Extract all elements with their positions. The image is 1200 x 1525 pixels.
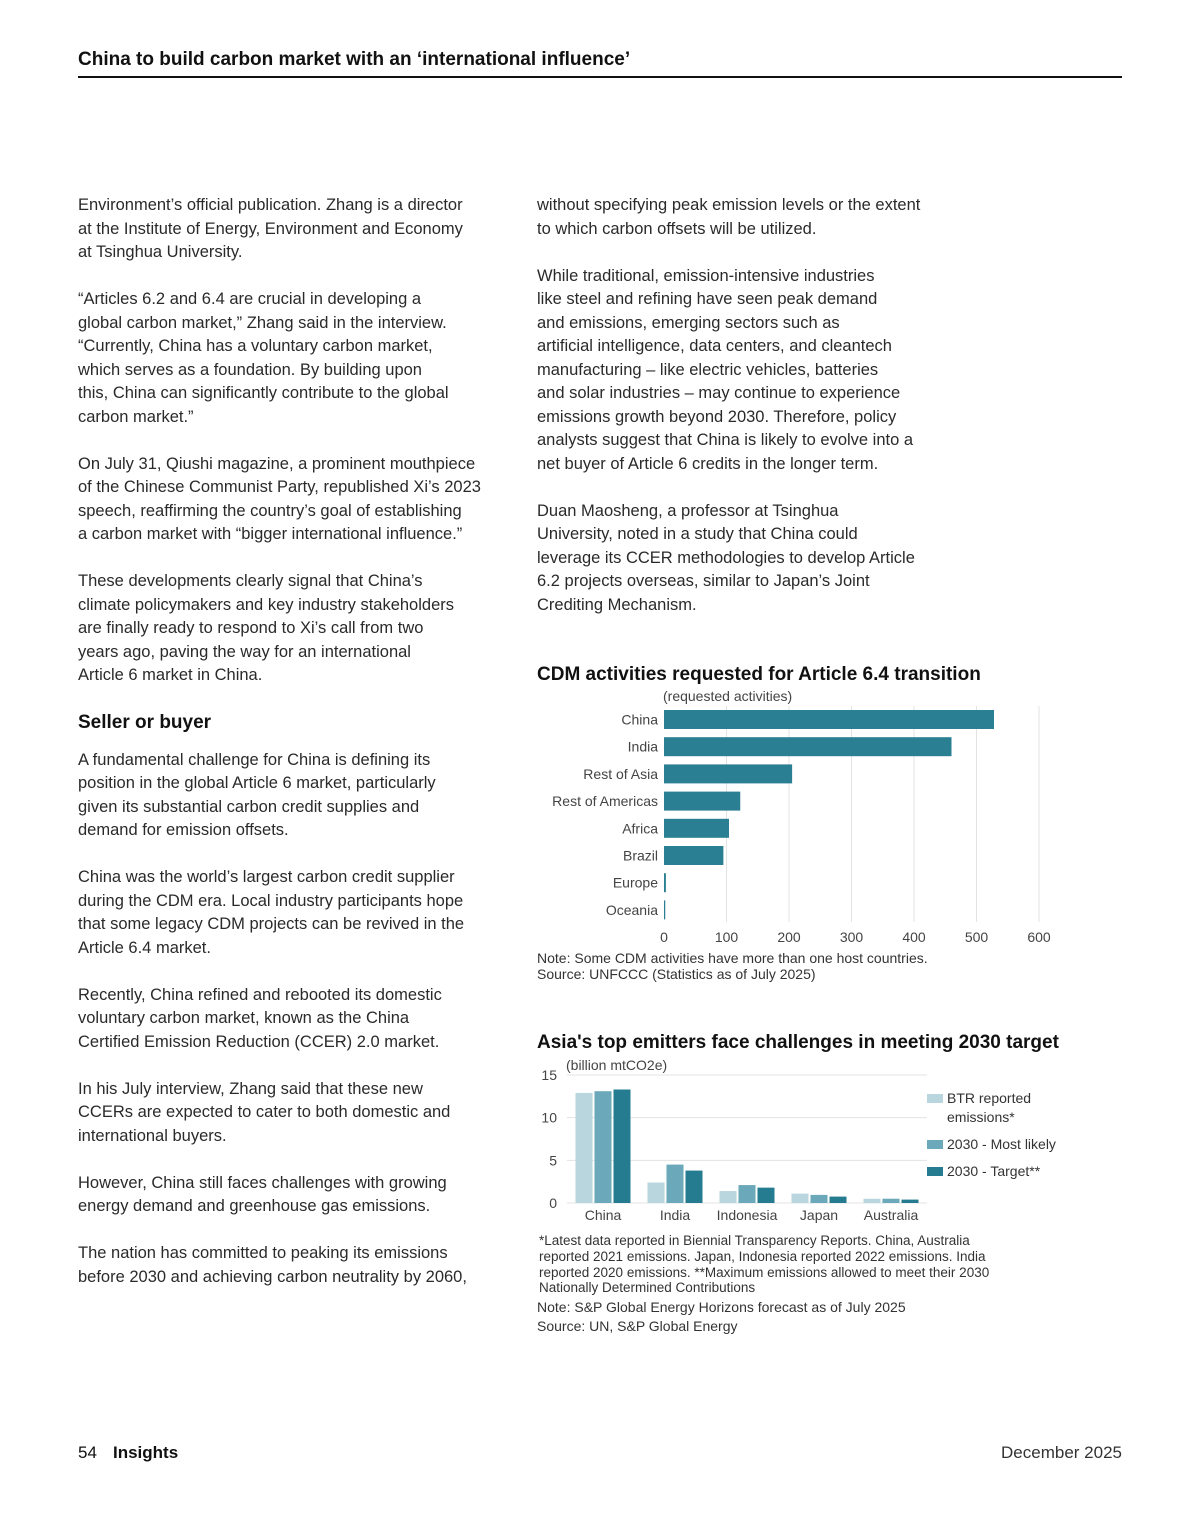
- bar: [614, 1090, 631, 1203]
- bar: [664, 873, 666, 892]
- chart2-footnote: *Latest data reported in Biennial Transparency Reports. China, Australia reported 2021 emissions. Japan, Indonesia reported 2022 emissions. India reported 2020 emissions. **Maximum emissions allowed to meet their 2030 Nationally Determined Contributions: [539, 1233, 990, 1296]
- category-label: Africa: [622, 820, 658, 837]
- paragraph: without specifying peak emission levels or the extent to which carbon offsets will be utilized.: [537, 196, 921, 238]
- x-tick-label: 300: [839, 929, 864, 945]
- paragraph: On July 31, Qiushi magazine, a prominent mouthpiece of the Chinese Communist Party, republished Xi’s 2023 speech, reaffirming the country’s goal of establishing a carbon market with “bigger international influence.”: [78, 454, 481, 543]
- bar: [648, 1183, 665, 1203]
- y-tick-label: 15: [541, 1067, 557, 1083]
- bar: [864, 1199, 881, 1203]
- category-label: Japan: [799, 1207, 839, 1223]
- category-label: China: [621, 711, 658, 728]
- chart2-svg: [537, 1065, 927, 1225]
- chart2-title: Asia's top emitters face challenges in meeting 2030 target: [537, 1032, 1059, 1053]
- bar: [664, 737, 952, 756]
- x-tick-label: 0: [660, 929, 668, 945]
- paragraph: In his July interview, Zhang said that these new CCERs are expected to cater to both domestic and international buyers.: [78, 1079, 451, 1145]
- bar: [792, 1194, 809, 1203]
- page-header-title: China to build carbon market with an ‘international influence’: [78, 49, 631, 70]
- left-column: [78, 194, 508, 1313]
- bar: [758, 1188, 775, 1203]
- paragraph: “Articles 6.2 and 6.4 are crucial in developing a global carbon market,” Zhang said in the interview. “Currently, China has a voluntary carbon market, which serves as a foundation. By building upon this, China can significantly contribute to the global carbon market.”: [78, 290, 449, 426]
- bar: [576, 1093, 593, 1203]
- category-label: Australia: [863, 1207, 919, 1223]
- bar: [664, 819, 729, 838]
- legend-label: 2030 - Most likely: [947, 1136, 1056, 1152]
- bar: [667, 1165, 684, 1203]
- legend-item: [927, 1162, 1062, 1181]
- bar: [902, 1200, 919, 1203]
- category-label: Rest of Asia: [583, 765, 658, 782]
- x-tick-label: 600: [1027, 929, 1051, 945]
- footer-page-number: 54: [78, 1443, 97, 1462]
- paragraph: The nation has committed to peaking its emissions before 2030 and achieving carbon neutrality by 2060,: [78, 1244, 467, 1286]
- category-label: India: [659, 1207, 691, 1223]
- legend-swatch: [927, 1094, 943, 1103]
- y-tick-label: 10: [541, 1109, 557, 1126]
- x-tick-label: 200: [777, 929, 801, 945]
- chart2-source: Source: UN, S&P Global Energy: [537, 1318, 738, 1334]
- chart2-ylabel: (billion mtCO2e): [566, 1057, 668, 1073]
- right-column: [537, 194, 967, 641]
- bar: [664, 900, 665, 919]
- footer-date: December 2025: [1001, 1443, 1122, 1462]
- category-label: India: [627, 738, 658, 755]
- paragraph: While traditional, emission-intensive industries like steel and refining have seen peak demand and emissions, emerging sectors such as artificial intelligence, data centers, and cleantech manufacturing – like electric vehicles, batteries and solar industries – may continue to experience emissions growth beyond 2030. Therefore, policy analysts suggest that China is likely to evolve into a net buyer of Article 6 credits in the longer term.: [537, 266, 914, 473]
- category-label: Brazil: [622, 847, 658, 864]
- header-rule: [78, 76, 1122, 78]
- bar: [830, 1197, 847, 1203]
- legend-item: [927, 1135, 1062, 1154]
- bar: [883, 1199, 900, 1203]
- bar: [686, 1171, 703, 1203]
- legend-swatch: [927, 1140, 943, 1149]
- bar: [595, 1091, 612, 1203]
- section-heading: Seller or buyer: [78, 712, 212, 733]
- bar: [664, 710, 994, 729]
- category-label: China: [584, 1207, 622, 1223]
- paragraph: China was the world’s largest carbon credit supplier during the CDM era. Local industry participants hope that some legacy CDM projects can be revived in the Article 6.4 market.: [78, 868, 465, 957]
- x-tick-label: 100: [714, 929, 739, 945]
- chart2-legend: [927, 1089, 1062, 1189]
- chart2-note: Note: S&P Global Energy Horizons forecast as of July 2025: [537, 1299, 906, 1315]
- chart1-title: CDM activities requested for Article 6.4 transition: [537, 664, 981, 685]
- paragraph: However, China still faces challenges with growing energy demand and greenhouse gas emissions.: [78, 1173, 447, 1215]
- bar: [664, 764, 792, 783]
- legend-item: [927, 1089, 1062, 1127]
- bar: [664, 792, 740, 811]
- chart1-note: Note: Some CDM activities have more than one host countries. Source: UNFCCC (Statistics as of July 2025): [537, 950, 928, 982]
- legend-label: 2030 - Target**: [947, 1163, 1041, 1179]
- x-tick-label: 400: [902, 929, 926, 945]
- paragraph: A fundamental challenge for China is defining its position in the global Article 6 market, particularly given its substantial carbon credit supplies and demand for emission offsets.: [78, 750, 436, 839]
- chart1-svg: [537, 700, 1097, 950]
- bar: [811, 1195, 828, 1203]
- chart1-subtitle: (requested activities): [663, 688, 793, 704]
- paragraph: Recently, China refined and rebooted its domestic voluntary carbon market, known as the China Certified Emission Reduction (CCER) 2.0 market.: [78, 985, 442, 1051]
- paragraph: Duan Maosheng, a professor at Tsinghua University, noted in a study that China could leverage its CCER methodologies to develop Article 6.2 projects overseas, similar to Japan’s Joint Crediting Mechanism.: [537, 501, 915, 614]
- bar: [664, 846, 723, 865]
- legend-label: BTR reported emissions*: [947, 1090, 1032, 1125]
- bar: [739, 1185, 756, 1203]
- y-tick-label: 0: [549, 1195, 557, 1211]
- paragraph: These developments clearly signal that China’s climate policymakers and key industry stakeholders are finally ready to respond to Xi’s call from two years ago, paving the way for an international Article 6 market in China.: [78, 572, 454, 684]
- category-label: Oceania: [605, 901, 658, 918]
- bar: [720, 1191, 737, 1203]
- legend-swatch: [927, 1167, 943, 1176]
- x-tick-label: 500: [964, 929, 989, 945]
- paragraph: Environment’s official publication. Zhang is a director at the Institute of Energy, Environment and Economy at Tsinghua University.: [78, 196, 463, 261]
- category-label: Rest of Americas: [552, 793, 658, 810]
- y-tick-label: 5: [549, 1152, 557, 1169]
- category-label: Indonesia: [716, 1207, 778, 1223]
- footer-section: Insights: [113, 1443, 179, 1462]
- category-label: Europe: [612, 874, 658, 891]
